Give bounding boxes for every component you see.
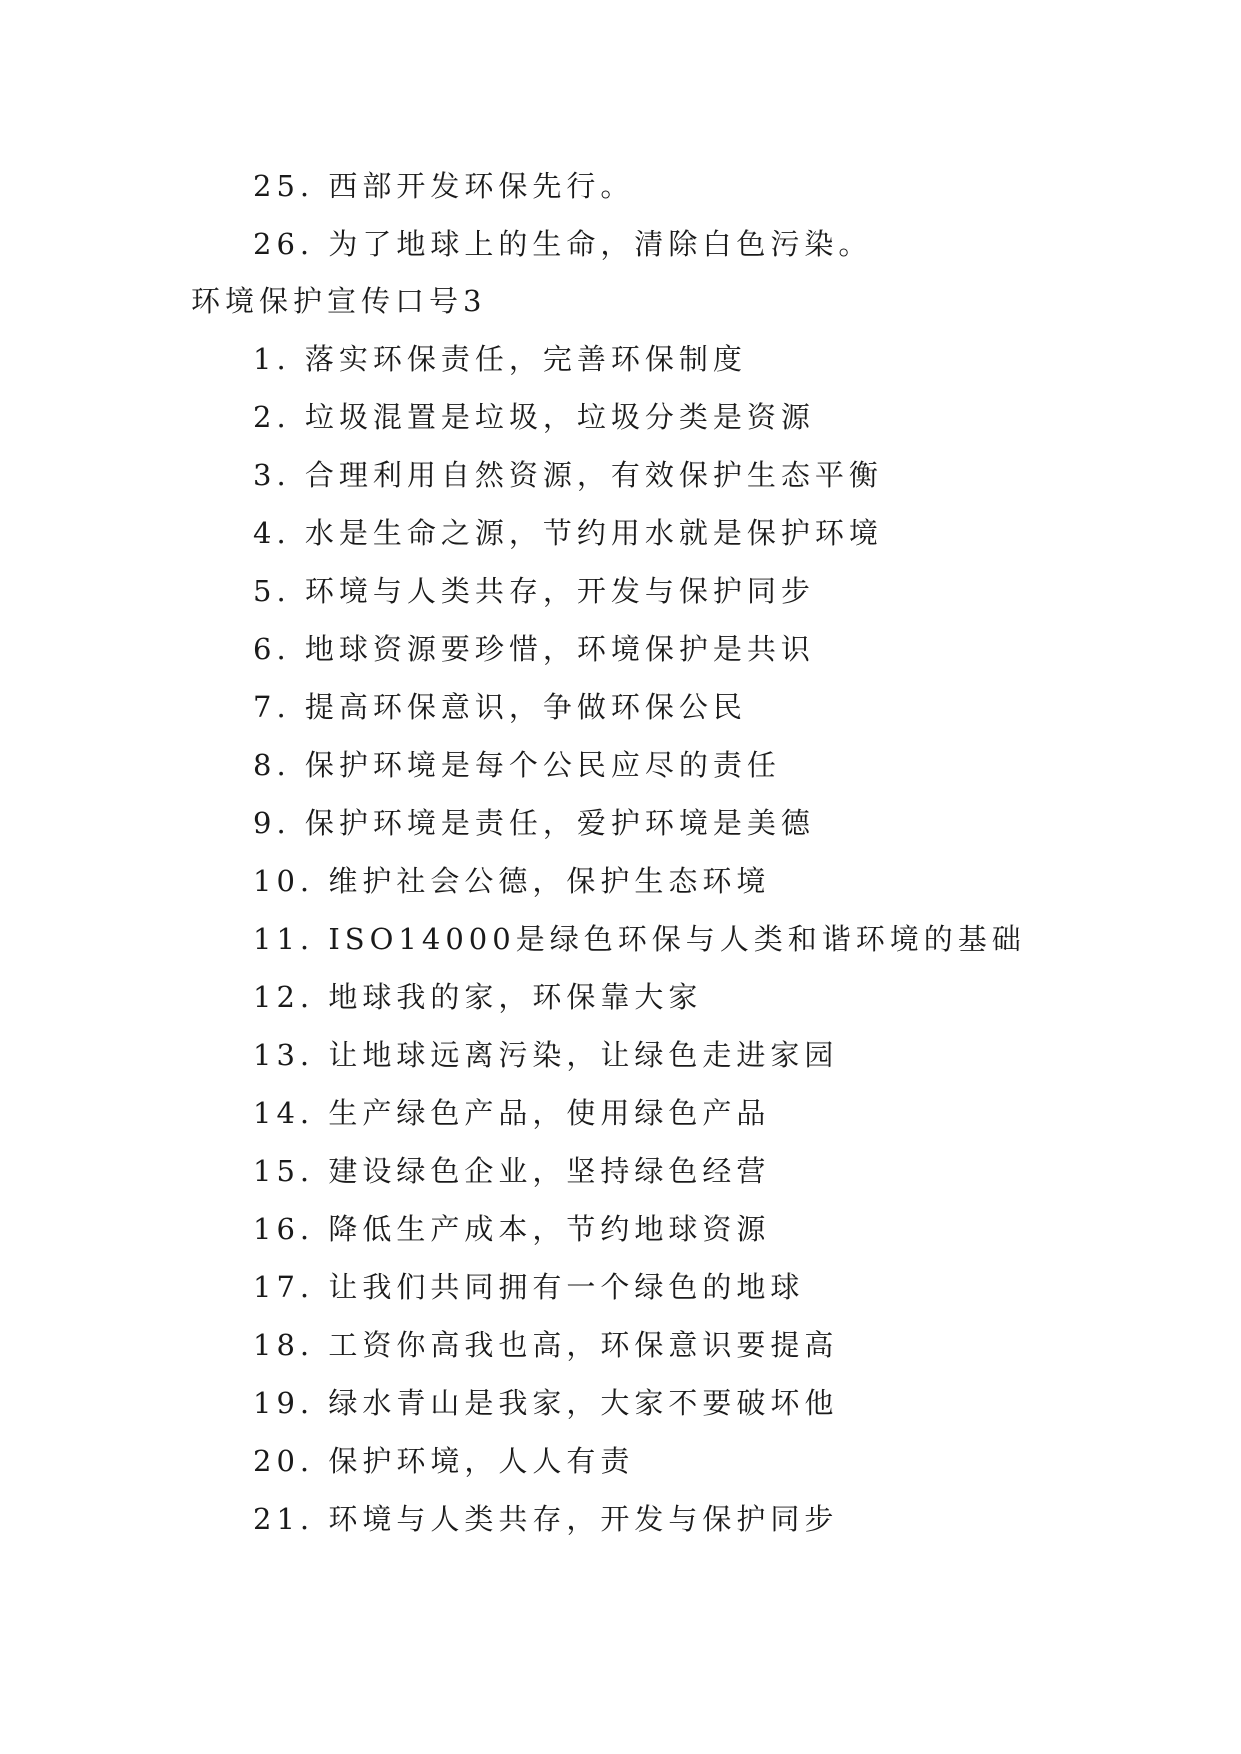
list-item: 20. 保护环境，人人有责 <box>253 1444 635 1478</box>
list-item: 21. 环境与人类共存，开发与保护同步 <box>253 1502 839 1536</box>
list-item: 15. 建设绿色企业，坚持绿色经营 <box>253 1154 771 1188</box>
list-item: 7. 提高环保意识，争做环保公民 <box>253 690 747 724</box>
list-item: 10. 维护社会公德，保护生态环境 <box>253 864 771 898</box>
list-item: 13. 让地球远离污染，让绿色走进家园 <box>253 1038 839 1072</box>
list-item: 1. 落实环保责任，完善环保制度 <box>253 342 747 376</box>
list-item: 18. 工资你高我也高，环保意识要提高 <box>253 1328 839 1362</box>
list-item: 16. 降低生产成本，节约地球资源 <box>253 1212 771 1246</box>
list-item: 5. 环境与人类共存，开发与保护同步 <box>253 574 815 608</box>
list-item: 4. 水是生命之源，节约用水就是保护环境 <box>253 516 883 550</box>
list-item: 26. 为了地球上的生命，清除白色污染。 <box>253 227 873 261</box>
list-item: 8. 保护环境是每个公民应尽的责任 <box>253 748 781 782</box>
list-item: 25. 西部开发环保先行。 <box>253 169 635 203</box>
list-item: 14. 生产绿色产品，使用绿色产品 <box>253 1096 771 1130</box>
list-item: 19. 绿水青山是我家，大家不要破坏他 <box>253 1386 839 1420</box>
section-title: 环境保护宣传口号3 <box>191 284 487 318</box>
list-item: 12. 地球我的家，环保靠大家 <box>253 980 703 1014</box>
list-item: 6. 地球资源要珍惜，环境保护是共识 <box>253 632 815 666</box>
list-item: 9. 保护环境是责任，爱护环境是美德 <box>253 806 815 840</box>
list-item: 3. 合理利用自然资源，有效保护生态平衡 <box>253 458 883 492</box>
list-item: 11. ISO14000是绿色环保与人类和谐环境的基础 <box>253 922 1026 956</box>
list-item: 2. 垃圾混置是垃圾，垃圾分类是资源 <box>253 400 815 434</box>
list-item: 17. 让我们共同拥有一个绿色的地球 <box>253 1270 805 1304</box>
